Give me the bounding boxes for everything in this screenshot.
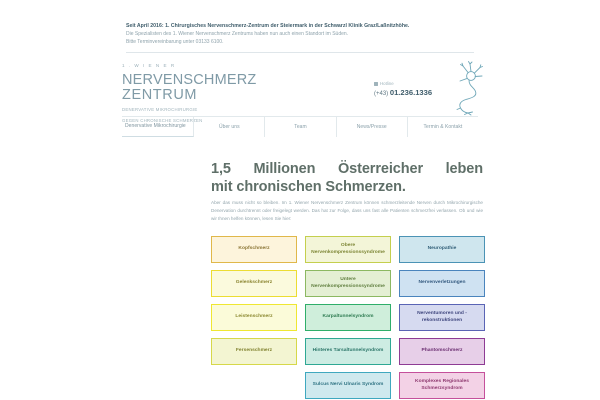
hotline-number[interactable] [374, 89, 432, 97]
indication-tile[interactable] [399, 372, 485, 399]
indication-tile[interactable] [399, 338, 485, 365]
indication-tile-label: Gelenkschmerz [235, 280, 273, 286]
phone-icon [374, 82, 378, 86]
page-title-line-1: 1,5 Millionen Österreicher leben [211, 160, 483, 177]
nav-item-team[interactable]: Team [265, 117, 336, 137]
hotline-label-row [374, 82, 432, 86]
indication-tile[interactable] [211, 236, 297, 263]
tile-placeholder [211, 372, 297, 399]
main-navigation [122, 116, 478, 137]
hotline-digits: 01.236.1336 [389, 88, 433, 98]
neuron-illustration [447, 60, 493, 116]
indication-tile[interactable] [305, 270, 391, 297]
logo-kicker: 1 . W I E N E R [122, 63, 176, 68]
indication-tile[interactable] [305, 304, 391, 331]
indication-tile-label: Nerventumoren und -rekonstruktionen [417, 310, 467, 323]
announcement-line-3: Bitte Terminvereinbarung unter 03133 6100. [126, 39, 224, 46]
indication-tile[interactable] [211, 304, 297, 331]
indication-tile[interactable] [211, 338, 297, 365]
page-title [211, 160, 483, 197]
indication-tile[interactable] [305, 338, 391, 365]
header-divider [126, 52, 474, 53]
page-title-line-2: mit chronischen Schmerzen. [211, 179, 406, 196]
indication-tile-label: Komplexes Regionales Schmerzsyndrom [415, 378, 469, 391]
indication-tile-label: Fersenschmerz [235, 348, 273, 354]
indication-tile[interactable] [211, 270, 297, 297]
indication-tile-label: Leistenschmerz [235, 314, 273, 320]
indication-tile-label: Sulcus Nervi Ulnaris Syndrom [312, 382, 384, 388]
indication-tile-label: Nervenverletzungen [418, 280, 466, 286]
indication-tile[interactable] [399, 270, 485, 297]
nav-item-denervative-mikrochirurgie[interactable]: Denervative Mikrochirurgie [122, 117, 194, 137]
indication-tile-label: Obere Nervenkompressionssyndrome [311, 242, 385, 255]
nav-item-termin-kontakt[interactable]: Termin & Kontakt [423, 123, 463, 130]
logo-word-primary: NERVENSCHMERZ [122, 71, 257, 88]
indication-tile-label: Phantomschmerz [421, 348, 463, 354]
indication-tile[interactable] [399, 236, 485, 263]
indication-tile-label: Karpaltunnelsyndrom [322, 314, 374, 320]
indication-tile[interactable] [305, 372, 391, 399]
hotline-block[interactable] [374, 82, 432, 97]
intro-paragraph: Aber das muss nicht so bleiben. Im 1. Wiener Nervenschmerz Zentrum können schmerzleitende Nerven durch Mikrochirurgische Denervation durchtrennt oder freigelegt werden. Das hat zur Folge, dass uns fast alle Patienten schmerzfrei verlassen. Ob und wie wir Ihnen helfen können, lesen Sie hier: [211, 199, 483, 221]
indication-tile-label: Kopfschmerz [238, 246, 270, 252]
announcement-line-2: Die Spezialisten des 1. Wiener Nervenschmerz Zentrums haben nun auch einen Standort im Süden. [126, 31, 349, 38]
announcement-headline: Seit April 2016: 1. Chirurgisches Nervenschmerz-Zentrum der Steiermark in der Schwarzl Klinik Graz/Laßnitzhöhe. [126, 23, 410, 29]
logo-tagline-line-2: GEGEN CHRONISCHE SCHMERZEN [122, 117, 203, 123]
announcement-banner [126, 22, 478, 46]
nav-item-ueber-uns[interactable]: Über uns [194, 117, 265, 137]
nav-item-news-presse[interactable]: News/Presse [337, 117, 408, 137]
indication-tile[interactable] [305, 236, 391, 263]
hotline-country-prefix: (+43) [374, 91, 389, 98]
indication-tile-grid [211, 236, 485, 399]
logo-tagline-line-1: DENERVATIVE MIKROCHIRURGIE [122, 107, 198, 113]
logo-word-secondary: ZENTRUM [122, 86, 198, 103]
hotline-label: Hotline [380, 81, 394, 86]
indication-tile-label: Hinteres Tarsaltunnelsyndrom [312, 348, 384, 354]
indication-tile-label: Neuropathie [427, 246, 457, 252]
indication-tile[interactable] [399, 304, 485, 331]
indication-tile-label: Untere Nervenkompressionssyndrome [311, 276, 385, 289]
